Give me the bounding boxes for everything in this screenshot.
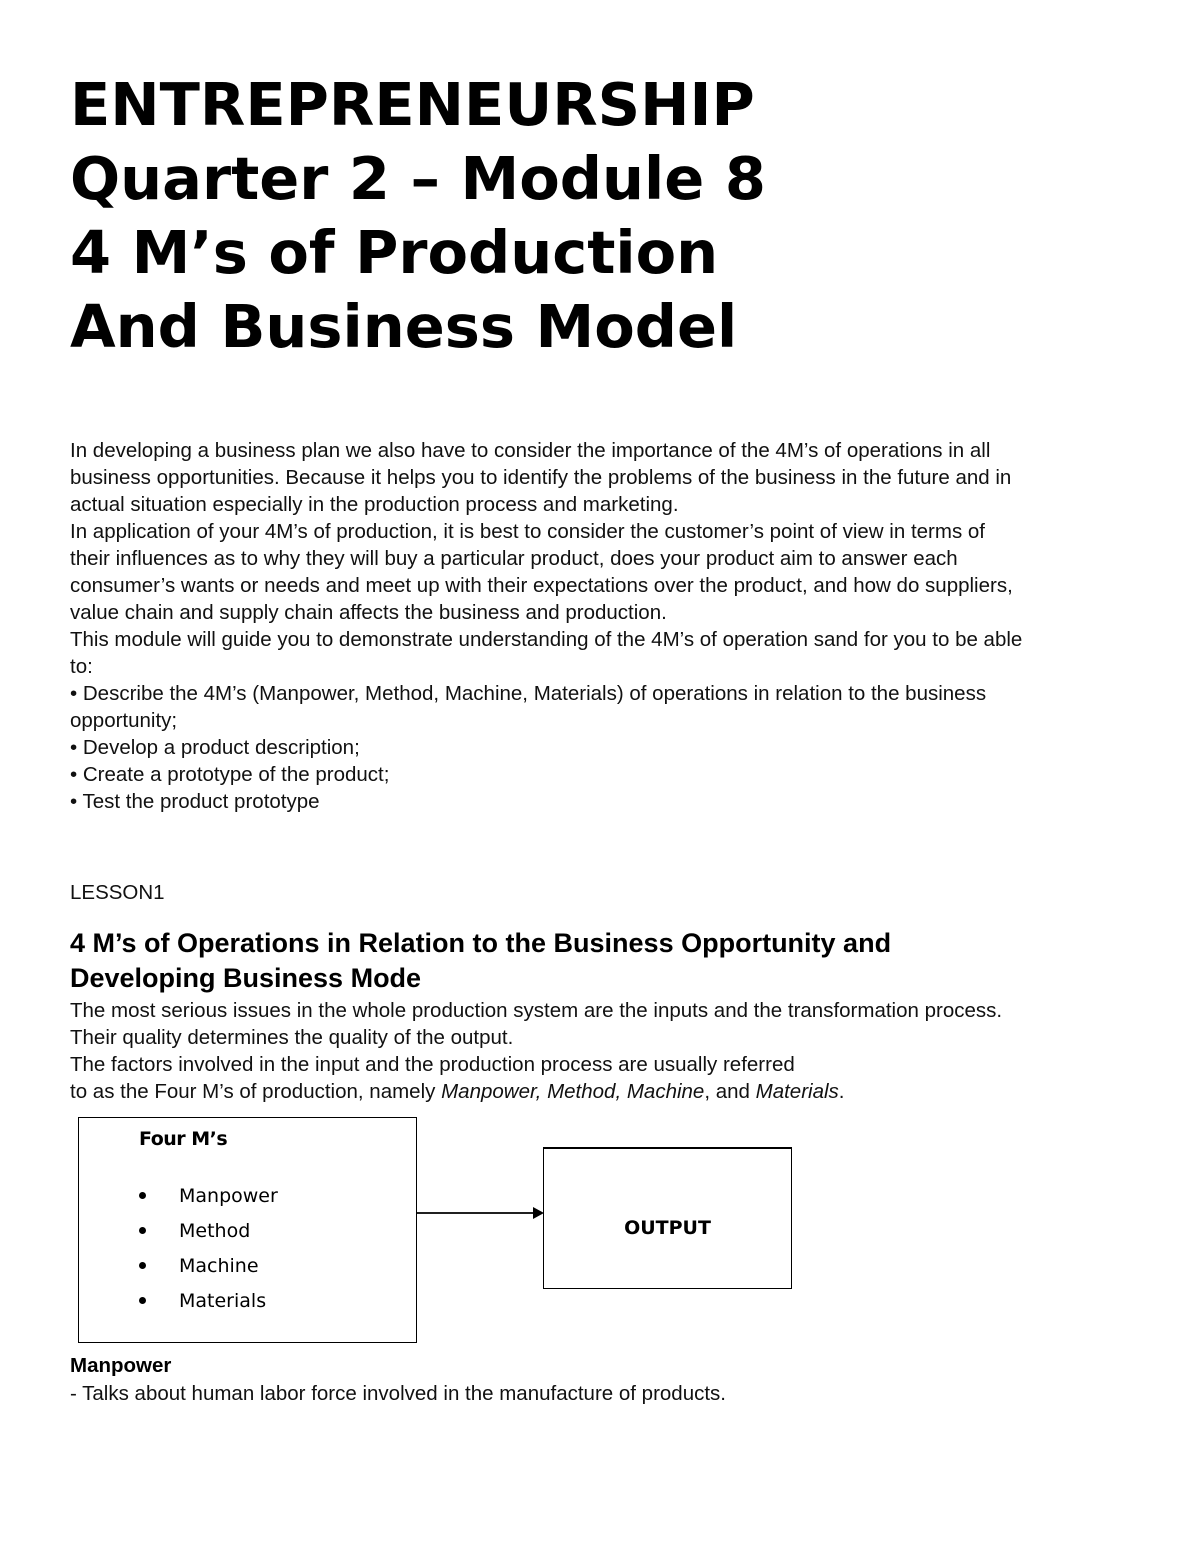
list-item xyxy=(79,1248,278,1283)
bullet-icon xyxy=(139,1262,146,1269)
heading-line: 4 M’s of Operations in Relation to the Business Opportunity and xyxy=(70,928,892,958)
lesson-text xyxy=(70,997,1002,1105)
list-item xyxy=(79,1178,278,1213)
bullet-line: • Develop a product description; xyxy=(70,736,360,759)
title-line: Quarter 2 – Module 8 xyxy=(70,144,766,213)
italic-term: Materials xyxy=(755,1080,839,1103)
arrow-icon xyxy=(416,1205,546,1221)
text-line: value chain and supply chain affects the business and production. xyxy=(70,601,667,624)
list-item xyxy=(79,1213,278,1248)
heading-line: Developing Business Mode xyxy=(70,963,422,993)
list-item xyxy=(79,1283,278,1318)
text-line: Their quality determines the quality of the output. xyxy=(70,1026,514,1049)
text-line xyxy=(70,1078,1002,1105)
bullet-line: • Test the product prototype xyxy=(70,790,320,813)
document-title xyxy=(70,68,766,364)
title-line: ENTREPRENEURSHIP xyxy=(70,70,755,139)
text-line: consumer’s wants or needs and meet up with their expectations over the product, and how do suppliers, xyxy=(70,574,1013,597)
item-label: Manpower xyxy=(179,1184,278,1207)
lesson-heading xyxy=(70,926,891,996)
text-line: In application of your 4M’s of production, it is best to consider the customer’s point of view in terms of xyxy=(70,520,985,543)
text-span: . xyxy=(838,1080,845,1103)
manpower-heading: Manpower xyxy=(70,1354,172,1377)
output-box xyxy=(543,1147,792,1289)
four-ms-box xyxy=(78,1117,417,1343)
item-label: Method xyxy=(179,1219,251,1242)
four-ms-list xyxy=(79,1178,278,1318)
item-label: Materials xyxy=(179,1289,267,1312)
text-line: opportunity; xyxy=(70,709,178,732)
lesson-label: LESSON1 xyxy=(70,881,165,904)
bullet-icon xyxy=(139,1227,146,1234)
italic-terms: Manpower, Method, Machine xyxy=(441,1080,705,1103)
manpower-text: - Talks about human labor force involved in the manufacture of products. xyxy=(70,1382,726,1405)
text-line: to: xyxy=(70,655,93,678)
bullet-icon xyxy=(139,1297,146,1304)
bullet-line: • Describe the 4M’s (Manpower, Method, Machine, Materials) of operations in relation to the business xyxy=(70,682,987,705)
text-line: actual situation especially in the production process and marketing. xyxy=(70,493,679,516)
intro-text xyxy=(70,437,1022,815)
title-line: 4 M’s of Production xyxy=(70,218,719,287)
four-ms-title: Four M’s xyxy=(139,1128,228,1150)
title-line: And Business Model xyxy=(70,292,738,361)
text-line: In developing a business plan we also have to consider the importance of the 4M’s of operations in all xyxy=(70,439,991,462)
text-line: The most serious issues in the whole production system are the inputs and the transformation process. xyxy=(70,999,1003,1022)
text-line: The factors involved in the input and the production process are usually referred xyxy=(70,1053,795,1076)
text-line: business opportunities. Because it helps you to identify the problems of the business in the future and in xyxy=(70,466,1012,489)
text-line: their influences as to why they will buy a particular product, does your product aim to answer each xyxy=(70,547,958,570)
text-line: This module will guide you to demonstrate understanding of the 4M’s of operation sand for you to be able xyxy=(70,628,1023,651)
output-label: OUTPUT xyxy=(624,1217,711,1239)
item-label: Machine xyxy=(179,1254,259,1277)
bullet-line: • Create a prototype of the product; xyxy=(70,763,390,786)
text-span: , and xyxy=(704,1080,756,1103)
text-span: to as the Four M’s of production, namely xyxy=(70,1080,442,1103)
bullet-icon xyxy=(139,1192,146,1199)
